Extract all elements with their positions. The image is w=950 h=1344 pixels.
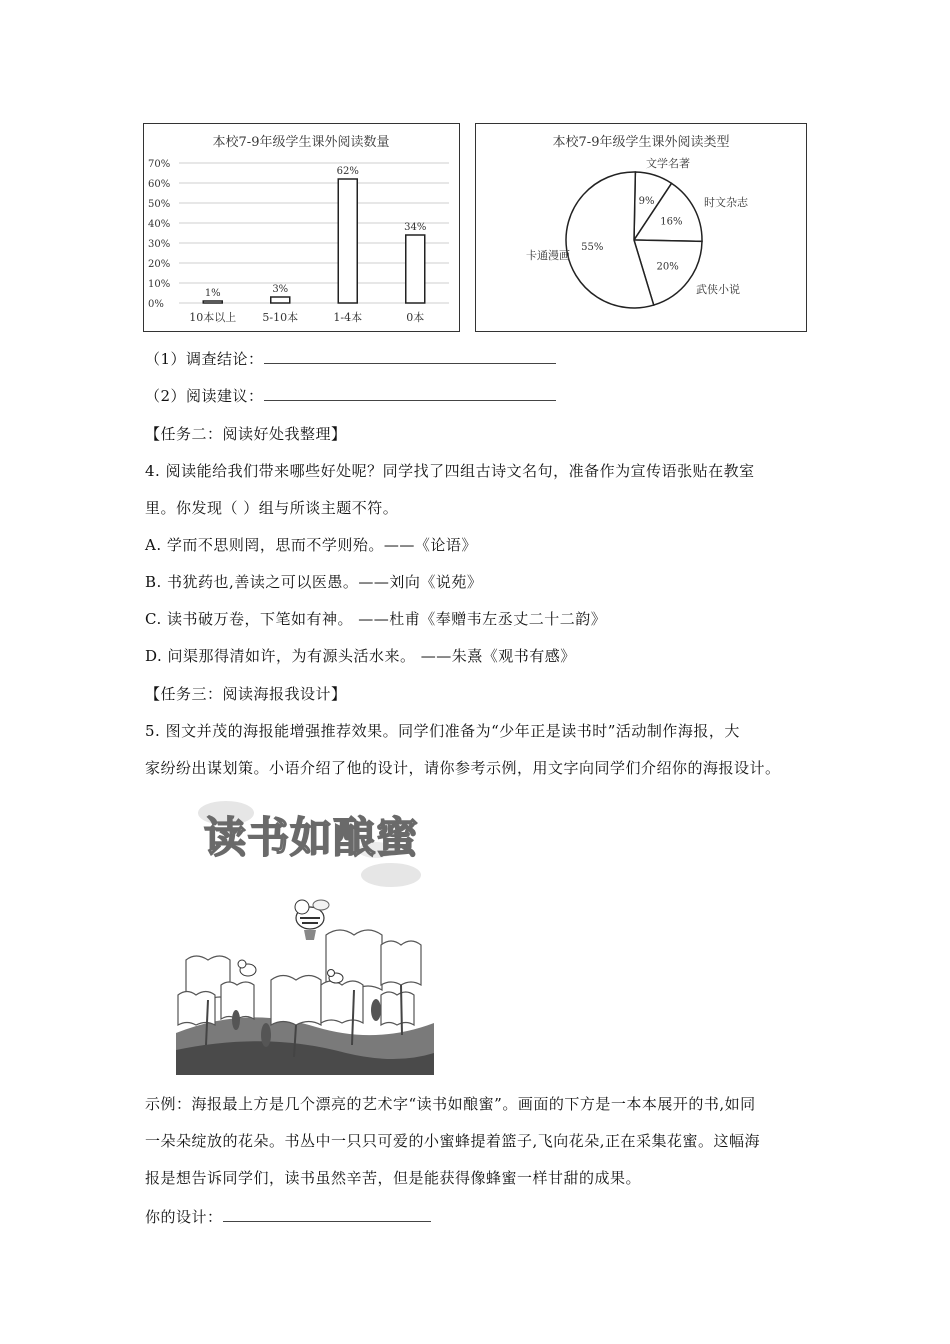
bar-chart-reading-quantity <box>143 123 460 332</box>
bar-chart-y-tick-label: 50% <box>148 199 171 210</box>
example-line-2: 一朵朵绽放的花朵。书丛中一只只可爱的小蜜蜂提着篮子,飞向花朵,正在采集花蜜。这幅海 <box>145 1132 761 1150</box>
option-a: A. 学而不思则罔，思而不学则殆。——《论语》 <box>145 536 477 554</box>
question-1-line <box>145 349 556 369</box>
pie-pct-label: 20% <box>656 261 679 273</box>
pie-category-label: 时文杂志 <box>704 196 748 209</box>
bee-icon <box>295 900 329 940</box>
example-line-3: 报是想告诉同学们，读书虽然辛苦，但是能获得像蜂蜜一样甘甜的成果。 <box>145 1169 642 1187</box>
pie-chart-reading-type <box>475 123 807 332</box>
bar-category-label: 10本以上 <box>189 311 237 324</box>
task-2-title: 【任务二：阅读好处我整理】 <box>145 425 347 443</box>
bar-4 <box>406 235 425 303</box>
bar-chart-y-tick-label: 30% <box>148 239 171 250</box>
question-5-stem-line-1: 5. 图文并茂的海报能增强推荐效果。同学们准备为“少年正是读书时”活动制作海报，大 <box>145 722 740 740</box>
bar-1 <box>203 301 222 303</box>
bar-chart-y-tick-label: 0% <box>148 299 164 310</box>
bar-data-label: 34% <box>404 222 427 233</box>
pie-category-label: 卡通漫画 <box>526 249 570 262</box>
bar-chart-y-tick-label: 60% <box>148 179 171 190</box>
question-5-stem-line-2: 家纷纷出谋划策。小语介绍了他的设计，请你参考示例，用文字向同学们介绍你的海报设计。 <box>145 759 781 777</box>
option-d: D. 问渠那得清如许，为有源头活水来。 ——朱熹《观书有感》 <box>145 647 576 665</box>
bar-chart-title: 本校7-9年级学生课外阅读数量 <box>212 135 390 150</box>
bar-chart-y-tick-label: 10% <box>148 279 171 290</box>
bar-category-label: 5-10本 <box>262 311 299 324</box>
bar-category-label: 0本 <box>406 311 425 324</box>
bar-chart-y-tick-label: 20% <box>148 259 171 270</box>
poster-illustration <box>176 795 434 1075</box>
pie-pct-label: 9% <box>638 195 655 207</box>
bar-data-label: 3% <box>272 284 289 295</box>
pie-category-label: 文学名著 <box>646 157 690 170</box>
question-2-line <box>145 386 556 406</box>
bar-3 <box>338 179 357 303</box>
question-4-stem-line-1: 4. 阅读能给我们带来哪些好处呢？同学找了四组古诗文名句，准备作为宣传语张贴在教室 <box>145 462 755 480</box>
bee-icon <box>238 960 256 976</box>
pie-category-label: 武侠小说 <box>696 283 740 296</box>
bar-chart-y-tick-label: 70% <box>148 159 171 170</box>
pie-pct-label: 55% <box>581 241 604 253</box>
bar-category-label: 1-4本 <box>333 311 363 324</box>
bar-2 <box>271 297 290 303</box>
bar-data-label: 62% <box>336 166 359 177</box>
design-line <box>145 1207 431 1227</box>
question-2-label: （2）阅读建议： <box>145 387 264 405</box>
option-b: B. 书犹药也,善读之可以医愚。——刘向《说苑》 <box>145 573 483 591</box>
pie-chart-title: 本校7-9年级学生课外阅读类型 <box>552 135 730 150</box>
question-2-answer-blank[interactable] <box>264 386 556 401</box>
question-4-stem-line-2: 里。你发现（ ）组与所谈主题不符。 <box>145 499 399 517</box>
task-3-title: 【任务三：阅读海报我设计】 <box>145 685 347 703</box>
poster-title: 读书如酿蜜 <box>204 813 420 862</box>
question-1-label: （1）调查结论： <box>145 350 264 368</box>
option-c: C. 读书破万卷，下笔如有神。 ——杜甫《奉赠韦左丞丈二十二韵》 <box>145 610 607 628</box>
question-1-answer-blank[interactable] <box>264 349 556 364</box>
design-answer-blank[interactable] <box>223 1207 431 1222</box>
design-label: 你的设计： <box>145 1208 223 1226</box>
example-line-1: 示例：海报最上方是几个漂亮的艺术字“读书如酿蜜”。画面的下方是一本本展开的书,如同 <box>145 1095 756 1113</box>
bar-chart-svg <box>144 124 459 331</box>
bar-chart-y-tick-label: 40% <box>148 219 171 230</box>
pie-pct-label: 16% <box>660 216 683 228</box>
pie-chart-svg <box>476 124 806 331</box>
bar-data-label: 1% <box>204 288 221 299</box>
